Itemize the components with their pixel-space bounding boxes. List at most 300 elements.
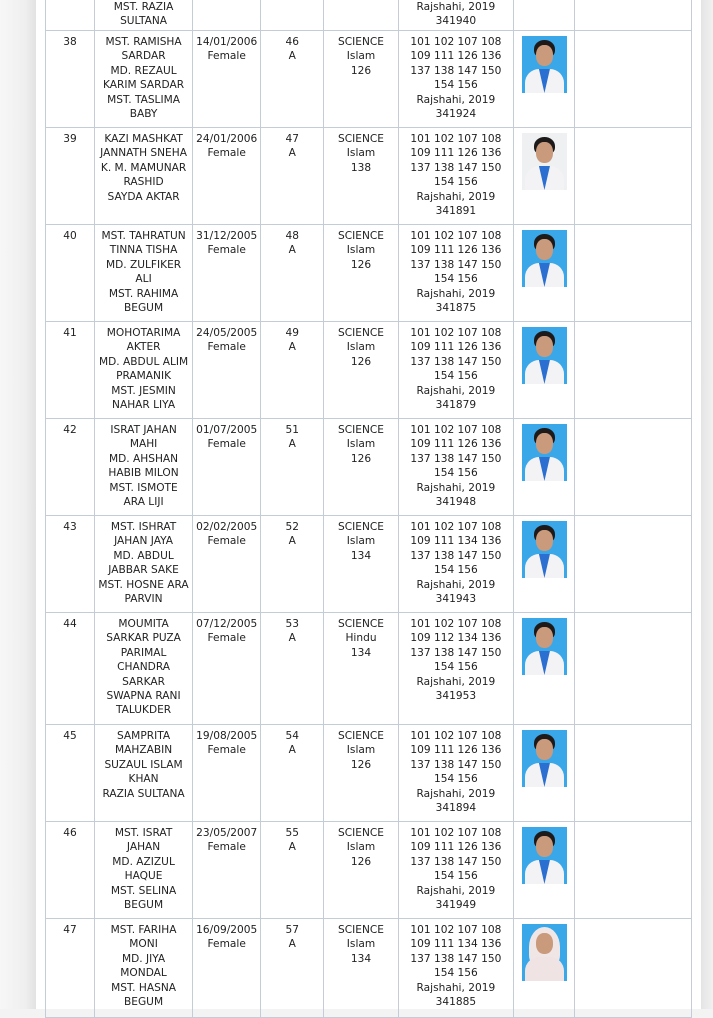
name-line: MST. HOSNE ARA xyxy=(98,578,189,591)
table-row xyxy=(46,613,692,725)
subjects-line: 109 111 126 136 xyxy=(410,147,502,160)
subjects-line: 137 138 147 150 xyxy=(410,161,502,174)
name-line: KARIM SARDAR xyxy=(103,79,185,92)
subject-code: 126 xyxy=(350,258,372,271)
group-cell xyxy=(324,419,399,516)
roll-number: 52 xyxy=(285,521,299,533)
serial-number: 47 xyxy=(63,924,77,936)
subject-code: 126 xyxy=(350,64,372,77)
subjects-cell xyxy=(398,822,513,919)
photo-cell xyxy=(513,225,574,322)
serial-cell xyxy=(46,225,95,322)
subjects-line: Rajshahi, 2019 xyxy=(416,884,496,897)
subjects-line: 341948 xyxy=(435,496,477,509)
group: SCIENCE xyxy=(338,521,384,533)
gender: Female xyxy=(207,632,246,645)
subjects-line: 109 111 126 136 xyxy=(410,438,502,451)
date-of-birth: 19/08/2005 xyxy=(196,730,258,742)
dob-gender-cell xyxy=(193,322,261,419)
student-photo-icon xyxy=(522,327,567,384)
serial-cell xyxy=(46,516,95,613)
student-photo-icon xyxy=(522,618,567,675)
subjects-line: 101 102 107 108 xyxy=(410,827,502,839)
subjects-line: 154 156 xyxy=(433,564,478,577)
photo-face xyxy=(536,933,553,954)
group: SCIENCE xyxy=(338,133,384,145)
photo-cell xyxy=(513,31,574,128)
subject-code: 134 xyxy=(350,952,372,965)
subjects-cell xyxy=(398,725,513,822)
name-line: PARIMAL xyxy=(120,646,167,659)
name-line: MD. ABDUL xyxy=(113,549,174,562)
section: A xyxy=(288,244,296,257)
name-line: CHANDRA xyxy=(117,661,170,674)
name-cell xyxy=(95,128,193,225)
date-of-birth: 24/05/2005 xyxy=(196,327,258,339)
subjects-line: 154 156 xyxy=(433,661,478,674)
subjects-line: 137 138 147 150 xyxy=(410,646,502,659)
name-line: MAHI xyxy=(129,438,158,451)
group-cell xyxy=(324,322,399,419)
name-line: KAZI MASHKAT xyxy=(104,133,183,145)
section: A xyxy=(288,841,296,854)
subjects-line: 341879 xyxy=(435,399,477,412)
date-of-birth: 02/02/2005 xyxy=(196,521,258,533)
name-cell xyxy=(95,613,193,725)
subjects-cell xyxy=(398,225,513,322)
section: A xyxy=(288,50,296,63)
extra-cell xyxy=(574,31,691,128)
name-line: K. M. MAMUNAR xyxy=(100,161,187,174)
date-of-birth: 07/12/2005 xyxy=(196,618,258,630)
subjects-line: 109 111 126 136 xyxy=(410,341,502,354)
photo-face xyxy=(536,530,553,551)
roll-number: 55 xyxy=(285,827,299,839)
name-line: MST. JESMIN xyxy=(111,384,176,397)
date-of-birth: 24/01/2006 xyxy=(196,133,258,145)
student-photo-icon xyxy=(522,827,567,884)
name-line: MD. AHSHAN xyxy=(109,452,179,465)
group-cell xyxy=(324,225,399,322)
subjects-line: 137 138 147 150 xyxy=(410,64,502,77)
name-cell xyxy=(95,419,193,516)
name-line: MD. JIYA xyxy=(121,952,166,965)
photo-cell xyxy=(513,613,574,725)
group-cell xyxy=(324,0,399,31)
group-cell xyxy=(324,31,399,128)
table-row xyxy=(46,822,692,919)
subjects-cell xyxy=(398,919,513,1018)
name-line: MD. AZIZUL xyxy=(112,855,175,868)
name-line: ARA LIJI xyxy=(123,496,164,509)
name-cell xyxy=(95,516,193,613)
name-line: MD. REZAUL xyxy=(110,64,177,77)
serial-cell xyxy=(46,613,95,725)
name-line: BEGUM xyxy=(124,996,164,1009)
group: SCIENCE xyxy=(338,618,384,630)
group: SCIENCE xyxy=(338,327,384,339)
photo-cell xyxy=(513,725,574,822)
dob-gender-cell xyxy=(193,516,261,613)
subjects-cell xyxy=(398,613,513,725)
name-line: ISRAT JAHAN xyxy=(110,424,177,436)
serial-number: 46 xyxy=(63,827,77,839)
subjects-line: 341940 xyxy=(435,15,477,28)
group: SCIENCE xyxy=(338,924,384,936)
name-line: MST. RAZIA xyxy=(113,1,174,13)
group-cell xyxy=(324,919,399,1018)
name-line: TALUKDER xyxy=(115,704,172,717)
section: A xyxy=(288,632,296,645)
name-line: JANNATH SNEHA xyxy=(100,147,187,160)
serial-number: 38 xyxy=(63,36,77,48)
name-line: BEGUM xyxy=(124,899,164,912)
roll-section-cell xyxy=(261,225,324,322)
subjects-line: 341894 xyxy=(435,802,477,815)
dob-gender-cell xyxy=(193,613,261,725)
date-of-birth: 23/05/2007 xyxy=(196,827,258,839)
dob-gender-cell xyxy=(193,31,261,128)
subjects-line: 101 102 107 108 xyxy=(410,327,502,339)
subjects-line: 341875 xyxy=(435,302,477,315)
extra-cell xyxy=(574,128,691,225)
date-of-birth: 14/01/2006 xyxy=(196,36,258,48)
roll-section-cell xyxy=(261,419,324,516)
group-cell xyxy=(324,516,399,613)
section: A xyxy=(288,938,296,951)
subjects-line: 101 102 107 108 xyxy=(410,924,502,936)
extra-cell xyxy=(574,0,691,31)
name-line: MONI xyxy=(129,938,158,951)
group: SCIENCE xyxy=(338,827,384,839)
subjects-line: 137 138 147 150 xyxy=(410,355,502,368)
serial-number: 44 xyxy=(63,618,77,630)
subjects-line: 101 102 107 108 xyxy=(410,133,502,145)
name-line: MST. RAHIMA xyxy=(108,287,179,300)
roll-number: 46 xyxy=(285,36,299,48)
name-line: NAHAR LIYA xyxy=(112,399,176,412)
table-row xyxy=(46,919,692,1018)
photo-face xyxy=(536,142,553,163)
subject-code: 126 xyxy=(350,855,372,868)
name-line: AKTER xyxy=(126,341,161,354)
subjects-line: Rajshahi, 2019 xyxy=(416,675,496,688)
subjects-line: 341924 xyxy=(435,108,477,121)
student-results-table xyxy=(45,0,692,1018)
subjects-cell xyxy=(398,31,513,128)
name-line: MD. ZULFIKER xyxy=(105,258,182,271)
name-line: BEGUM xyxy=(124,302,164,315)
name-cell xyxy=(95,919,193,1018)
subjects-line: 154 156 xyxy=(433,273,478,286)
subjects-line: Rajshahi, 2019 xyxy=(416,93,496,106)
roll-section-cell xyxy=(261,322,324,419)
subjects-line: 137 138 147 150 xyxy=(410,855,502,868)
subjects-line: 109 111 134 136 xyxy=(410,938,502,951)
roll-section-cell xyxy=(261,31,324,128)
subjects-cell xyxy=(398,0,513,31)
dob-gender-cell xyxy=(193,725,261,822)
group: SCIENCE xyxy=(338,230,384,242)
gender: Female xyxy=(207,744,246,757)
subjects-line: 109 111 134 136 xyxy=(410,535,502,548)
extra-cell xyxy=(574,725,691,822)
subjects-line: 137 138 147 150 xyxy=(410,758,502,771)
photo-cell xyxy=(513,0,574,31)
date-of-birth: 16/09/2005 xyxy=(196,924,258,936)
photo-face xyxy=(536,239,553,260)
subjects-line: 154 156 xyxy=(433,773,478,786)
gender: Female xyxy=(207,535,246,548)
subject-code: 126 xyxy=(350,452,372,465)
gender: Female xyxy=(207,841,246,854)
group: SCIENCE xyxy=(338,36,384,48)
subjects-line: Rajshahi, 2019 xyxy=(416,1,496,13)
name-cell xyxy=(95,225,193,322)
name-line: ALI xyxy=(135,273,152,286)
extra-cell xyxy=(574,225,691,322)
subjects-line: 101 102 107 108 xyxy=(410,618,502,630)
subject-code: 126 xyxy=(350,355,372,368)
name-line: MONDAL xyxy=(120,967,167,980)
name-line: MST. FARIHA xyxy=(110,924,177,936)
subjects-line: 341891 xyxy=(435,205,477,218)
name-line: MST. ISHRAT xyxy=(110,521,177,533)
dob-gender-cell xyxy=(193,128,261,225)
gender: Female xyxy=(207,438,246,451)
religion: Islam xyxy=(346,50,376,63)
name-line: BABY xyxy=(129,108,158,121)
document-sheet xyxy=(36,0,701,1009)
subjects-line: 101 102 107 108 xyxy=(410,230,502,242)
roll-section-cell xyxy=(261,516,324,613)
subjects-line: 341953 xyxy=(435,690,477,703)
gender: Female xyxy=(207,50,246,63)
subjects-line: 154 156 xyxy=(433,176,478,189)
subjects-line: 109 111 126 136 xyxy=(410,50,502,63)
subject-code: 134 xyxy=(350,646,372,659)
subjects-line: 101 102 107 108 xyxy=(410,36,502,48)
serial-number: 40 xyxy=(63,230,77,242)
group-cell xyxy=(324,822,399,919)
subjects-line: 109 111 126 136 xyxy=(410,244,502,257)
group-cell xyxy=(324,128,399,225)
subject-code: 126 xyxy=(350,758,372,771)
name-line: MAHZABIN xyxy=(114,744,173,757)
roll-section-cell xyxy=(261,128,324,225)
group: SCIENCE xyxy=(338,730,384,742)
name-line: SAMPRITA xyxy=(117,730,171,742)
name-line: JAHAN JAYA xyxy=(114,535,174,548)
photo-cell xyxy=(513,322,574,419)
name-line: TINNA TISHA xyxy=(109,244,178,257)
subjects-cell xyxy=(398,419,513,516)
subjects-line: Rajshahi, 2019 xyxy=(416,787,496,800)
table-row xyxy=(46,128,692,225)
dob-gender-cell xyxy=(193,822,261,919)
name-line: JABBAR SAKE xyxy=(108,564,179,577)
subjects-line: 341949 xyxy=(435,899,477,912)
name-line: MST. TAHRATUN xyxy=(101,230,186,242)
date-of-birth: 01/07/2005 xyxy=(196,424,258,436)
serial-number: 39 xyxy=(63,133,77,145)
extra-cell xyxy=(574,613,691,725)
extra-cell xyxy=(574,322,691,419)
subjects-line: Rajshahi, 2019 xyxy=(416,384,496,397)
subjects-line: Rajshahi, 2019 xyxy=(416,190,496,203)
subjects-line: Rajshahi, 2019 xyxy=(416,287,496,300)
name-line: SARKAR PUZA xyxy=(106,632,181,645)
subjects-line: 154 156 xyxy=(433,79,478,92)
roll-section-cell xyxy=(261,822,324,919)
roll-number: 53 xyxy=(285,618,299,630)
subjects-line: 137 138 147 150 xyxy=(410,952,502,965)
name-cell xyxy=(95,0,193,31)
scrollbar-track[interactable] xyxy=(701,0,713,1009)
serial-cell xyxy=(46,919,95,1018)
student-photo-icon xyxy=(522,924,567,981)
table-row-partial xyxy=(46,0,692,31)
dob-gender-cell xyxy=(193,919,261,1018)
date-of-birth: 31/12/2005 xyxy=(196,230,258,242)
subjects-line: 137 138 147 150 xyxy=(410,549,502,562)
photo-face xyxy=(536,45,553,66)
section: A xyxy=(288,438,296,451)
name-line: HABIB MILON xyxy=(108,467,179,480)
subjects-line: 154 156 xyxy=(433,870,478,883)
name-cell xyxy=(95,725,193,822)
photo-face xyxy=(536,739,553,760)
group-cell xyxy=(324,613,399,725)
serial-number: 43 xyxy=(63,521,77,533)
group-cell xyxy=(324,725,399,822)
subjects-line: 101 102 107 108 xyxy=(410,730,502,742)
student-photo-icon xyxy=(522,36,567,93)
serial-number: 41 xyxy=(63,327,77,339)
student-photo-icon xyxy=(522,424,567,481)
photo-face xyxy=(536,627,553,648)
name-line: SUZAUL ISLAM xyxy=(104,758,183,771)
roll-number: 48 xyxy=(285,230,299,242)
serial-number: 45 xyxy=(63,730,77,742)
extra-cell xyxy=(574,419,691,516)
subjects-cell xyxy=(398,128,513,225)
name-line: KHAN xyxy=(128,773,159,786)
name-line: MST. SELINA xyxy=(110,884,177,897)
student-photo-icon xyxy=(522,133,567,190)
subjects-line: 137 138 147 150 xyxy=(410,258,502,271)
roll-section-cell xyxy=(261,919,324,1018)
subjects-line: 341885 xyxy=(435,996,477,1009)
name-line: SAYDA AKTAR xyxy=(107,190,180,203)
religion: Islam xyxy=(346,244,376,257)
section: A xyxy=(288,535,296,548)
subjects-line: Rajshahi, 2019 xyxy=(416,981,496,994)
religion: Hindu xyxy=(345,632,377,645)
subjects-cell xyxy=(398,322,513,419)
subjects-line: 341943 xyxy=(435,593,477,606)
photo-face xyxy=(536,433,553,454)
name-line: SWAPNA RANI xyxy=(106,690,181,703)
name-line: MD. ABDUL ALIM xyxy=(98,355,189,368)
roll-section-cell xyxy=(261,725,324,822)
table-row xyxy=(46,225,692,322)
subjects-line: Rajshahi, 2019 xyxy=(416,578,496,591)
roll-number: 49 xyxy=(285,327,299,339)
subjects-line: 154 156 xyxy=(433,467,478,480)
name-line: RAZIA SULTANA xyxy=(102,787,185,800)
subjects-line: 101 102 107 108 xyxy=(410,521,502,533)
dob-gender-cell xyxy=(193,419,261,516)
name-line: MOUMITA xyxy=(118,618,169,630)
religion: Islam xyxy=(346,438,376,451)
name-cell xyxy=(95,822,193,919)
subjects-line: 137 138 147 150 xyxy=(410,452,502,465)
serial-cell xyxy=(46,0,95,31)
serial-cell xyxy=(46,322,95,419)
roll-number: 47 xyxy=(285,133,299,145)
dob-cell xyxy=(193,0,261,31)
serial-cell xyxy=(46,128,95,225)
photo-cell xyxy=(513,919,574,1018)
name-line: SARDAR xyxy=(121,50,166,63)
name-line: HAQUE xyxy=(124,870,163,883)
name-cell xyxy=(95,322,193,419)
subjects-line: 154 156 xyxy=(433,370,478,383)
photo-cell xyxy=(513,516,574,613)
name-line: PRAMANIK xyxy=(116,370,172,383)
serial-cell xyxy=(46,725,95,822)
gender: Female xyxy=(207,244,246,257)
name-line: MST. HASNA xyxy=(111,981,177,994)
gender: Female xyxy=(207,341,246,354)
photo-cell xyxy=(513,822,574,919)
serial-cell xyxy=(46,419,95,516)
table-row xyxy=(46,725,692,822)
roll-section-cell xyxy=(261,613,324,725)
name-line: PARVIN xyxy=(124,593,163,606)
name-line: MST. ISMOTE xyxy=(109,481,178,494)
gender: Female xyxy=(207,938,246,951)
serial-cell xyxy=(46,31,95,128)
name-cell xyxy=(95,31,193,128)
student-photo-icon xyxy=(522,230,567,287)
name-line: MST. ISRAT xyxy=(114,827,173,839)
name-line: SULTANA xyxy=(120,15,168,28)
section: A xyxy=(288,744,296,757)
table-row xyxy=(46,31,692,128)
religion: Islam xyxy=(346,341,376,354)
subjects-line: 154 156 xyxy=(433,967,478,980)
religion: Islam xyxy=(346,744,376,757)
serial-cell xyxy=(46,822,95,919)
religion: Islam xyxy=(346,147,376,160)
photo-face xyxy=(536,836,553,857)
subjects-line: Rajshahi, 2019 xyxy=(416,481,496,494)
name-line: MST. RAMISHA xyxy=(105,36,182,48)
roll-number: 51 xyxy=(285,424,299,436)
name-line: MST. TASLIMA xyxy=(107,93,180,106)
roll-number: 57 xyxy=(285,924,299,936)
group: SCIENCE xyxy=(338,424,384,436)
table-row xyxy=(46,516,692,613)
roll-number: 54 xyxy=(285,730,299,742)
photo-uniform xyxy=(525,957,564,981)
table-row xyxy=(46,419,692,516)
religion: Islam xyxy=(346,841,376,854)
dob-gender-cell xyxy=(193,225,261,322)
page-margin-left xyxy=(0,0,36,1009)
